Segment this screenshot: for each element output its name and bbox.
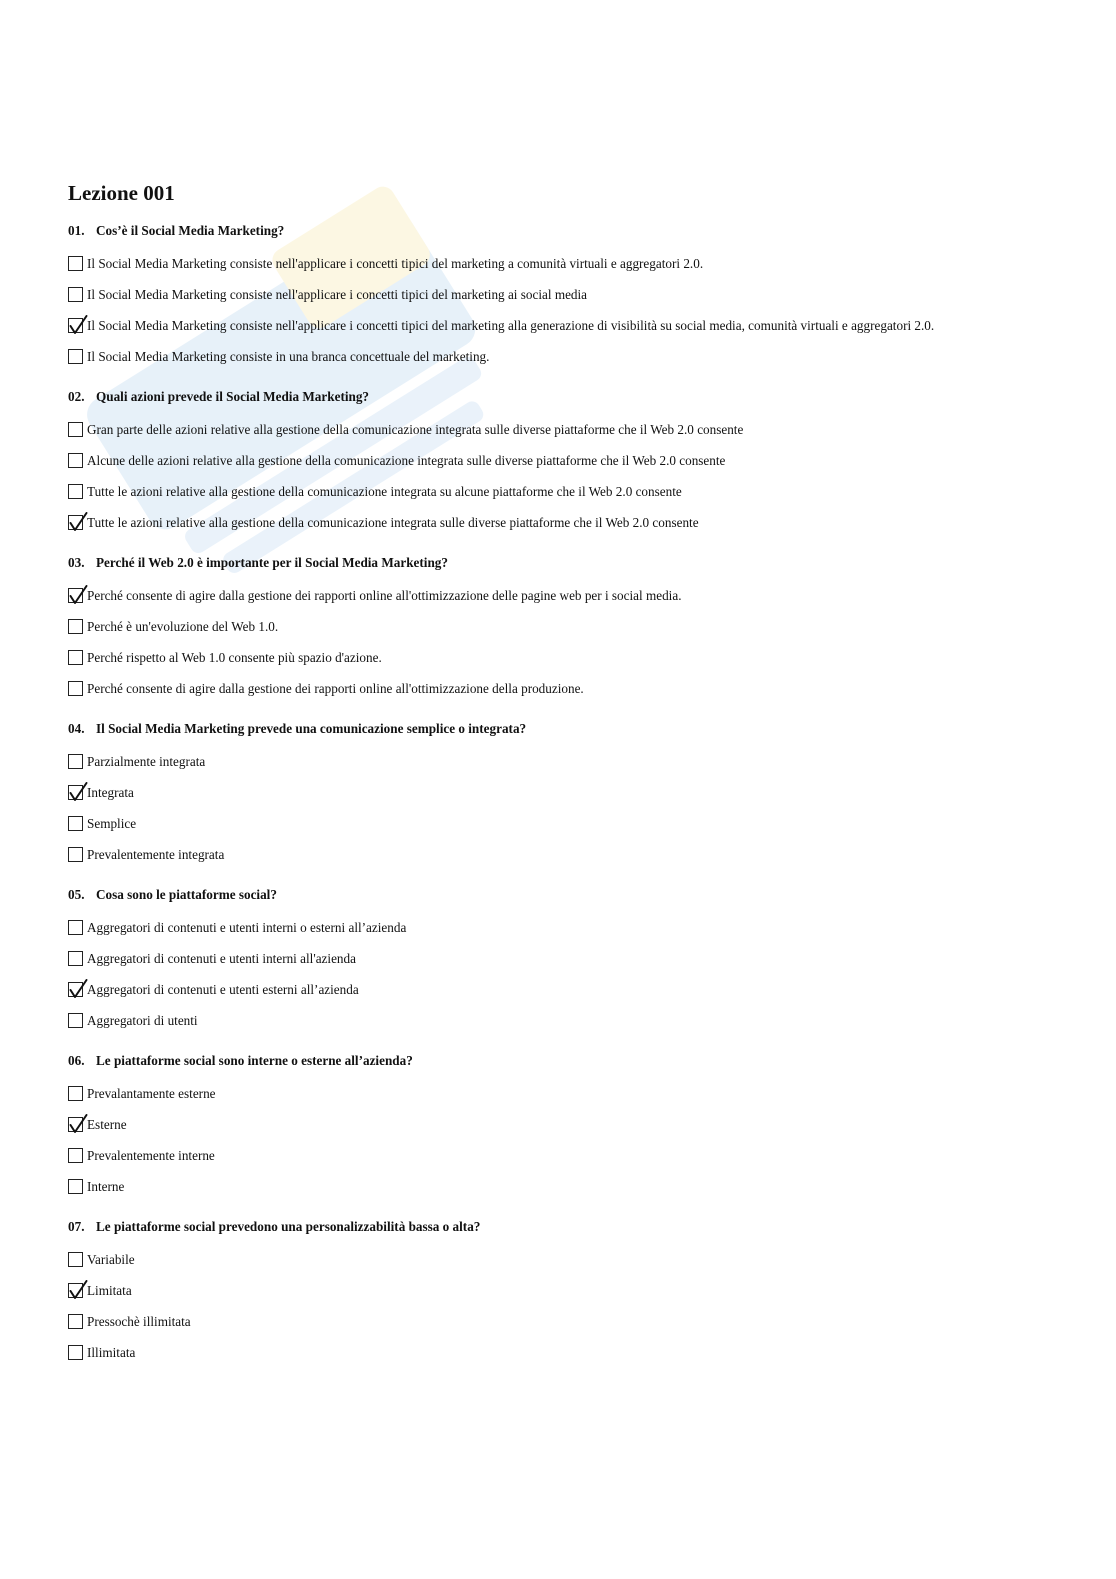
answer-option[interactable] [68, 1275, 1068, 1306]
question-block [68, 1216, 1068, 1368]
answer-option-label: Limitata [87, 1282, 132, 1298]
answer-option[interactable] [68, 341, 1068, 372]
answer-option[interactable] [68, 1140, 1068, 1171]
question-text [68, 1050, 1068, 1072]
question-number: 04. [68, 721, 85, 736]
answer-option-label: Prevalentemente interne [87, 1147, 215, 1163]
lesson-title: Lezione 001 [68, 181, 175, 205]
answer-option[interactable] [68, 1244, 1068, 1275]
checkbox-icon[interactable] [68, 1148, 83, 1163]
answer-option[interactable] [68, 746, 1068, 777]
checkbox-icon[interactable] [68, 650, 83, 665]
question-text [68, 884, 1068, 906]
checkbox-checked-icon[interactable] [68, 785, 83, 800]
question-label: Il Social Media Marketing prevede una comunicazione semplice o integrata? [96, 721, 527, 736]
answer-option-label: Aggregatori di contenuti e utenti esterni all’azienda [87, 981, 359, 997]
answer-option-label: Il Social Media Marketing consiste nell'applicare i concetti tipici del marketing a comunità virtuali e aggregatori 2.0. [87, 255, 704, 271]
checkbox-icon[interactable] [68, 920, 83, 935]
answer-option[interactable] [68, 445, 1068, 476]
question-number: 05. [68, 887, 85, 902]
answer-option[interactable] [68, 611, 1068, 642]
answer-option-label: Variabile [87, 1251, 135, 1267]
question-label: Cosa sono le piattaforme social? [96, 887, 277, 902]
checkbox-checked-icon[interactable] [68, 1117, 83, 1132]
answer-option-label: Aggregatori di contenuti e utenti interni all'azienda [87, 950, 356, 966]
checkbox-checked-icon[interactable] [68, 588, 83, 603]
answer-option[interactable] [68, 974, 1068, 1005]
answer-option-label: Alcune delle azioni relative alla gestione della comunicazione integrata sulle diverse piattaforme che il Web 2.0 consente [87, 452, 726, 468]
question-block [68, 220, 1068, 372]
check-mark-icon [68, 585, 88, 605]
question-block [68, 1050, 1068, 1202]
check-mark-icon [68, 512, 88, 532]
answer-option[interactable] [68, 839, 1068, 870]
checkbox-icon[interactable] [68, 1345, 83, 1360]
question-number: 06. [68, 1053, 85, 1068]
answer-option-label: Interne [87, 1178, 125, 1194]
answer-option-label: Semplice [87, 815, 137, 831]
question-number: 03. [68, 555, 85, 570]
checkbox-icon[interactable] [68, 453, 83, 468]
check-mark-icon [68, 979, 88, 999]
answer-option-label: Integrata [87, 784, 134, 800]
checkbox-icon[interactable] [68, 1314, 83, 1329]
answer-option[interactable] [68, 1171, 1068, 1202]
answer-option-label: Aggregatori di utenti [87, 1012, 198, 1028]
checkbox-checked-icon[interactable] [68, 318, 83, 333]
checkbox-icon[interactable] [68, 256, 83, 271]
question-block [68, 552, 1068, 704]
answer-option[interactable] [68, 279, 1068, 310]
answer-option[interactable] [68, 1306, 1068, 1337]
answer-option-label: Il Social Media Marketing consiste in una branca concettuale del marketing. [87, 348, 490, 364]
answer-option-label: Perché è un'evoluzione del Web 1.0. [87, 618, 279, 634]
checkbox-icon[interactable] [68, 951, 83, 966]
question-block [68, 884, 1068, 1036]
answer-option-label: Il Social Media Marketing consiste nell'applicare i concetti tipici del marketing alla generazione di visibilità su social media, comunità virtuali e aggregatori 2.0. [87, 317, 935, 333]
question-text [68, 552, 1068, 574]
checkbox-icon[interactable] [68, 1013, 83, 1028]
question-number: 02. [68, 389, 85, 404]
checkbox-icon[interactable] [68, 484, 83, 499]
answer-option[interactable] [68, 642, 1068, 673]
answer-option-label: Gran parte delle azioni relative alla gestione della comunicazione integrata sulle diverse piattaforme che il Web 2.0 consente [87, 421, 744, 437]
checkbox-icon[interactable] [68, 287, 83, 302]
question-label: Perché il Web 2.0 è importante per il Social Media Marketing? [96, 555, 448, 570]
question-block [68, 386, 1068, 538]
answer-option[interactable] [68, 673, 1068, 704]
answer-option[interactable] [68, 1337, 1068, 1368]
check-mark-icon [68, 1280, 88, 1300]
checkbox-checked-icon[interactable] [68, 515, 83, 530]
checkbox-icon[interactable] [68, 847, 83, 862]
checkbox-icon[interactable] [68, 681, 83, 696]
question-label: Le piattaforme social sono interne o esterne all’azienda? [96, 1053, 413, 1068]
answer-option[interactable] [68, 943, 1068, 974]
answer-option[interactable] [68, 777, 1068, 808]
check-mark-icon [68, 315, 88, 335]
question-text [68, 220, 1068, 242]
answer-option-label: Illimitata [87, 1344, 136, 1360]
checkbox-checked-icon[interactable] [68, 1283, 83, 1298]
question-text [68, 1216, 1068, 1238]
answer-option-label: Perché rispetto al Web 1.0 consente più spazio d'azione. [87, 649, 382, 665]
document-content [68, 178, 1068, 1382]
answer-option-label: Aggregatori di contenuti e utenti interni o esterni all’azienda [87, 919, 407, 935]
answer-option-label: Esterne [87, 1116, 127, 1132]
answer-option-label: Perché consente di agire dalla gestione dei rapporti online all'ottimizzazione della produzione. [87, 680, 584, 696]
question-number: 07. [68, 1219, 85, 1234]
answer-option[interactable] [68, 248, 1068, 279]
answer-option[interactable] [68, 808, 1068, 839]
answer-option[interactable] [68, 580, 1068, 611]
answer-option-label: Il Social Media Marketing consiste nell'applicare i concetti tipici del marketing ai social media [87, 286, 588, 302]
checkbox-icon[interactable] [68, 816, 83, 831]
answer-option-label: Perché consente di agire dalla gestione dei rapporti online all'ottimizzazione delle pagine web per i social media. [87, 587, 682, 603]
answer-option[interactable] [68, 912, 1068, 943]
question-label: Quali azioni prevede il Social Media Marketing? [96, 389, 370, 404]
check-mark-icon [68, 782, 88, 802]
question-label: Cos’è il Social Media Marketing? [96, 223, 285, 238]
answer-option[interactable] [68, 476, 1068, 507]
checkbox-icon[interactable] [68, 1086, 83, 1101]
answer-option-label: Tutte le azioni relative alla gestione della comunicazione integrata sulle diverse piattaforme che il Web 2.0 consente [87, 514, 699, 530]
answer-option-label: Prevalantamente esterne [87, 1085, 216, 1101]
answer-option-label: Pressochè illimitata [87, 1313, 191, 1329]
answer-option[interactable] [68, 310, 1068, 341]
answer-option-label: Parzialmente integrata [87, 753, 206, 769]
answer-option[interactable] [68, 507, 1068, 538]
answer-option-label: Tutte le azioni relative alla gestione della comunicazione integrata su alcune piattaforme che il Web 2.0 consente [87, 483, 682, 499]
question-text [68, 386, 1068, 408]
question-number: 01. [68, 223, 85, 238]
question-text [68, 718, 1068, 740]
question-label: Le piattaforme social prevedono una personalizzabilità bassa o alta? [96, 1219, 481, 1234]
question-block [68, 718, 1068, 870]
question-list [68, 220, 1068, 1368]
answer-option[interactable] [68, 1078, 1068, 1109]
answer-option[interactable] [68, 414, 1068, 445]
checkbox-icon[interactable] [68, 349, 83, 364]
answer-option[interactable] [68, 1005, 1068, 1036]
check-mark-icon [68, 1114, 88, 1134]
checkbox-icon[interactable] [68, 1252, 83, 1267]
checkbox-icon[interactable] [68, 422, 83, 437]
checkbox-icon[interactable] [68, 619, 83, 634]
answer-option[interactable] [68, 1109, 1068, 1140]
checkbox-icon[interactable] [68, 754, 83, 769]
checkbox-icon[interactable] [68, 1179, 83, 1194]
checkbox-checked-icon[interactable] [68, 982, 83, 997]
answer-option-label: Prevalentemente integrata [87, 846, 225, 862]
